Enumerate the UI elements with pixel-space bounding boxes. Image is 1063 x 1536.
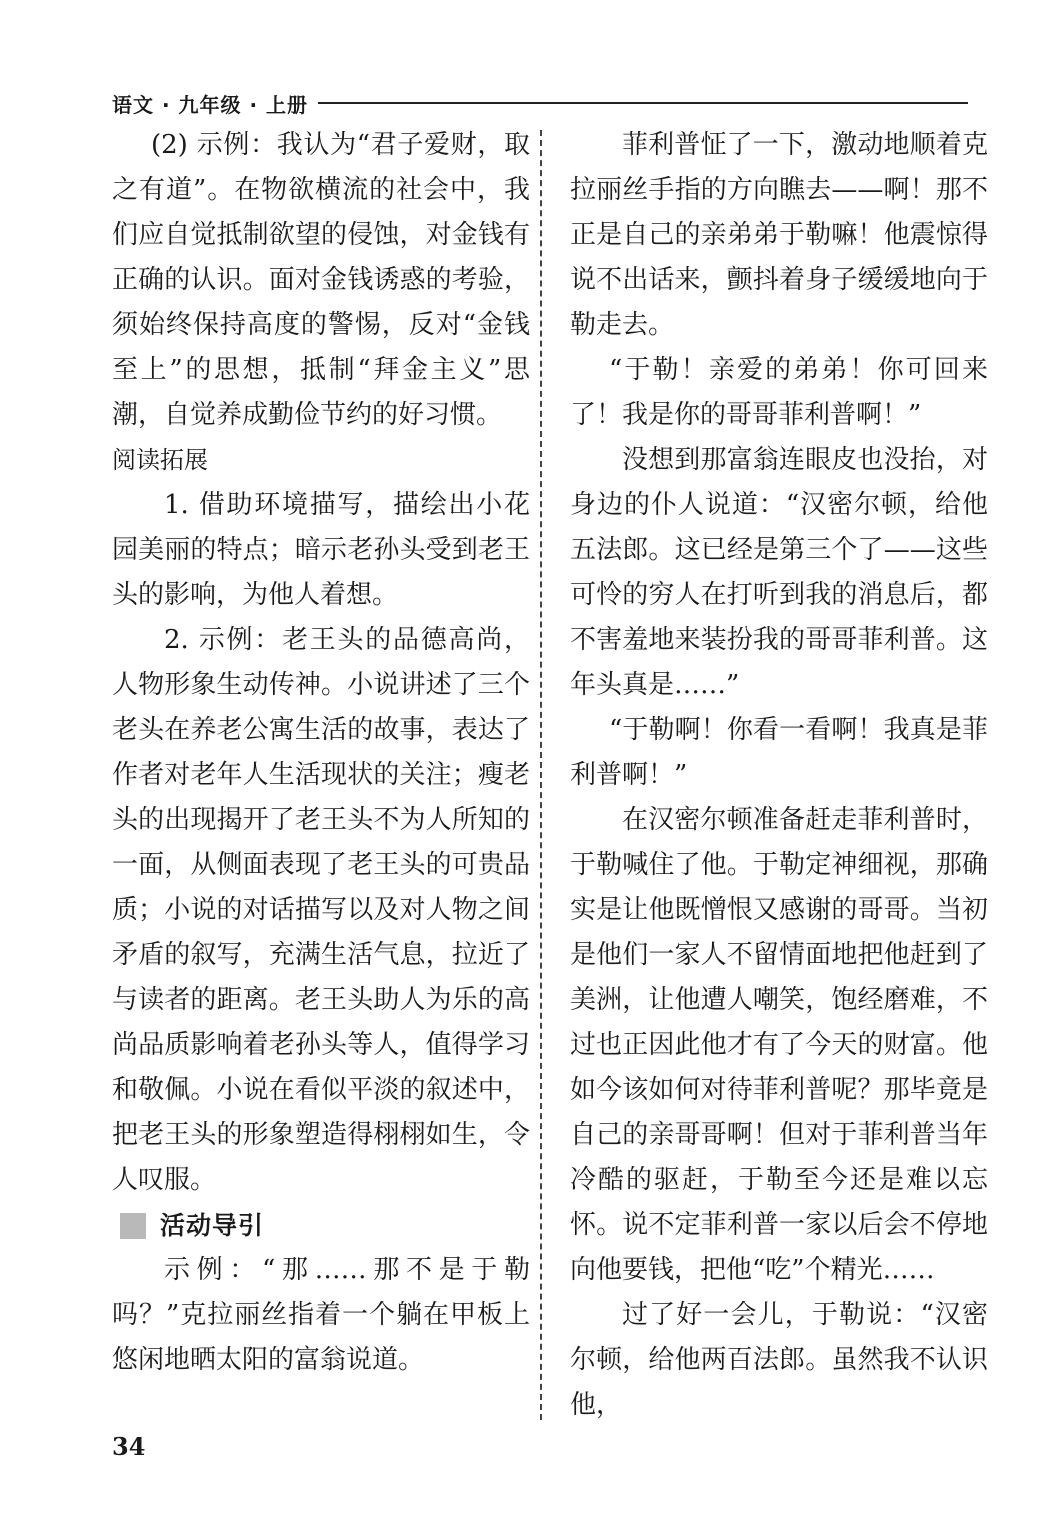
left-column bbox=[112, 123, 530, 1383]
reading-answer-2: 2. 示例：老王头的品德高尚，人物形象生动传神。小说讲述了三个老头在养老公寓生活的故事，表达了作者对老年人生活现状的关注；瘦老头的出现揭开了老王头不为人所知的一面，从侧面表现了老王头的可贵品质；小说的对话描写以及对人物之间矛盾的叙写，充满生活气息，拉近了与读者的距离。老王头助人为乐的高尚品质影响着老孙头等人，值得学习和敬佩。小说在看似平淡的叙述中，把老王头的形象塑造得栩栩如生，令人叹服。 bbox=[112, 625, 530, 1195]
page-header bbox=[112, 88, 968, 118]
activity-heading-label: 活动导引 bbox=[160, 1211, 265, 1240]
page-number: 34 bbox=[112, 1432, 146, 1461]
right-column bbox=[570, 123, 988, 1428]
story-paragraph-3: 没想到那富翁连眼皮也没抬，对身边的仆人说道：“汉密尔顿，给他五法郎。这已经是第三个了——这些可怜的穷人在打听到我的消息后，都不害羞地来装扮我的哥哥菲利普。这年头真是……” bbox=[570, 445, 988, 700]
story-paragraph-5: 在汉密尔顿准备赶走菲利普时，于勒喊住了他。于勒定神细视，那确实是让他既憎恨又感谢的哥哥。当初是他们一家人不留情面地把他赶到了美洲，让他遭人嘲笑，饱经磨难，不过也正因此他才有了今天的财富。他如今该如何对待菲利普呢？那毕竟是自己的亲哥哥啊！但对于菲利普当年冷酷的驱赶，于勒至今还是难以忘怀。说不定菲利普一家以后会不停地向他要钱，把他“吃”个精光…… bbox=[570, 805, 988, 1285]
story-paragraph-2: “于勒！亲爱的弟弟！你可回来了！我是你的哥哥菲利普啊！” bbox=[570, 355, 988, 430]
story-paragraph-4: “于勒啊！你看一看啊！我真是菲利普啊！” bbox=[570, 715, 988, 790]
story-paragraph-6: 过了好一会儿，于勒说：“汉密尔顿，给他两百法郎。虽然我不认识他， bbox=[570, 1300, 988, 1420]
activity-paragraph: 示例：“那……那不是于勒吗？”克拉丽丝指着一个躺在甲板上悠闲地晒太阳的富翁说道。 bbox=[112, 1255, 530, 1375]
reading-extension-heading: 阅读拓展 bbox=[112, 446, 208, 474]
activity-heading bbox=[112, 1203, 530, 1248]
header-title: 语文 · 九年级 · 上册 bbox=[112, 92, 309, 117]
story-paragraph-1: 菲利普怔了一下，激动地顺着克拉丽丝手指的方向瞧去——啊！那不正是自己的亲弟弟于勒嘛！他震惊得说不出话来，颤抖着身子缓缓地向于勒走去。 bbox=[570, 130, 988, 340]
reading-answer-1: 1. 借助环境描写，描绘出小花园美丽的特点；暗示老孙头受到老王头的影响，为他人着想。 bbox=[112, 490, 530, 610]
header-rule bbox=[318, 102, 968, 104]
answer-2-paragraph: (2) 示例：我认为“君子爱财，取之有道”。在物欲横流的社会中，我们应自觉抵制欲望的侵蚀，对金钱有正确的认识。面对金钱诱惑的考验，须始终保持高度的警惕，反对“金钱至上”的思想，抵制“拜金主义”思潮，自觉养成勤俭节约的好习惯。 bbox=[112, 130, 530, 430]
section-marker-icon bbox=[120, 1213, 146, 1239]
column-divider bbox=[540, 130, 542, 1420]
